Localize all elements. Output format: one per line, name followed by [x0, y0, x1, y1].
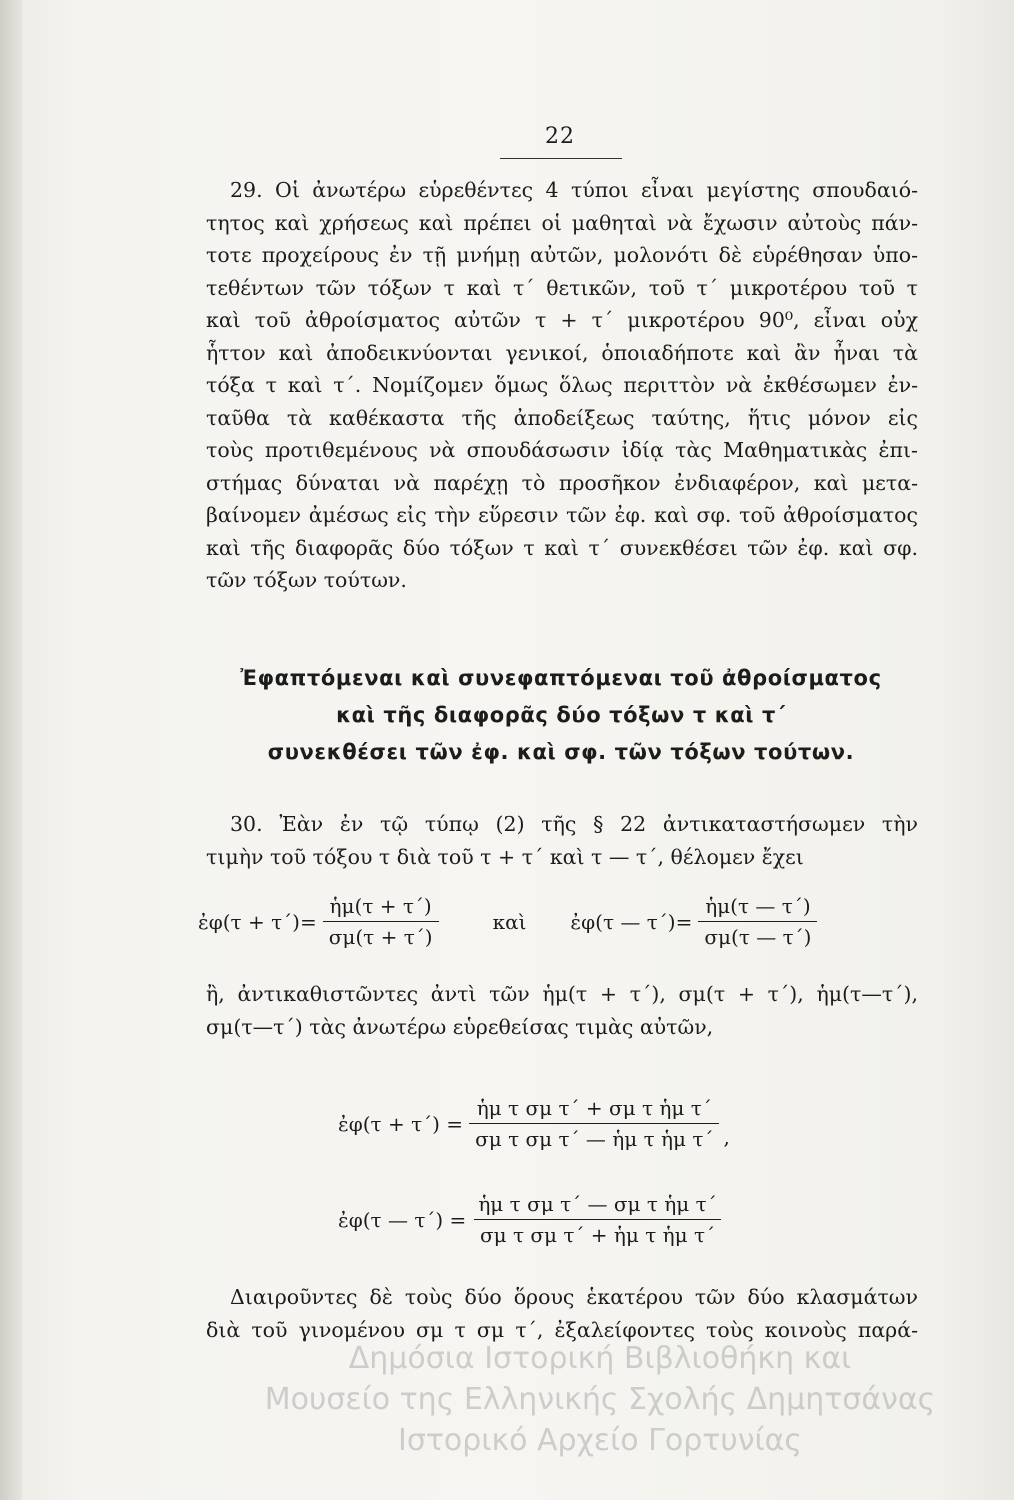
watermark-line: Δημόσια Ιστορική Βιβλιοθήκη και	[348, 1341, 852, 1376]
fraction-numerator: ἡμ τ σμ τ΄ — σμ τ ἡμ τ΄	[478, 1192, 717, 1216]
fraction	[472, 1192, 722, 1247]
text-line: τῶν τόξων τούτων.	[206, 568, 407, 592]
section-30-closing-text	[206, 1281, 918, 1346]
text-line: ἧττον καὶ ἀποδεικνύονται γενικοί, ὁποιαδήποτε καὶ ἂν ἦναι τὰ	[206, 340, 918, 365]
page-binding-edge	[0, 0, 22, 1500]
text-line: τοτε προχείρους ἐν τῇ μνήμῃ αὐτῶν, μολονότι δὲ εὑρέθησαν ὑπο-	[206, 243, 918, 267]
text-line: βαίνομεν ἀμέσως εἰς τὴν εὕρεσιν τῶν ἐφ. καὶ σφ. τοῦ ἀθροίσματος	[206, 503, 918, 527]
fraction	[698, 894, 817, 949]
text-line: τητος καὶ χρήσεως καὶ πρέπει οἱ μαθηταὶ νὰ ἔχωσιν αὐτοὺς πάν-	[206, 210, 918, 235]
text-line: ταῦθα τὰ καθέκαστα τῆς ἀποδείξεως ταύτης, ἥτις μόνον εἰς	[206, 405, 918, 430]
text-line: διὰ τοῦ γινομένου σμ τ σμ τ΄, ἐξαλείφοντες τοὺς κοινοὺς παρά-	[206, 1317, 918, 1342]
formula-lhs: ἐφ(τ — τ΄)=	[570, 909, 693, 934]
text-line: σμ(τ—τ΄) τὰς ἀνωτέρω εὑρεθείσας τιμὰς αὐτῶν,	[206, 1014, 714, 1039]
watermark-line: Ιστορικό Αρχείο Γορτυνίας	[397, 1423, 803, 1458]
formula-trailing-comma: ,	[723, 1125, 730, 1149]
heading-line: καὶ τῆς διαφορᾶς δύο τόξων τ καὶ τ΄	[336, 703, 786, 727]
watermark-line: Μουσείο της Ελληνικής Σχολής Δημητσάνας	[264, 1382, 936, 1417]
section-29-paragraph	[206, 174, 918, 597]
fraction-denominator: σμ τ σμ τ΄ + ἡμ τ ἡμ τ΄	[474, 1219, 721, 1247]
section-30-substitution-text	[206, 978, 918, 1043]
text-line: καὶ τοῦ ἀθροίσματος αὐτῶν τ + τ΄ μικροτέρου 90⁰, εἶναι οὐχ	[206, 308, 918, 332]
fraction-numerator: ἡμ(τ + τ΄)	[329, 894, 432, 918]
text-line: 30. Ἐὰν ἐν τῷ τύπῳ (2) τῆς § 22 ἀντικαταστήσωμεν τὴν	[230, 812, 918, 836]
formula-connector: καὶ	[492, 909, 527, 934]
page-number: 22	[545, 124, 575, 149]
text-line: τοὺς προτιθεμένους νὰ σπουδάσωσιν ἰδίᾳ τὰς Μαθηματικὰς ἐπι-	[206, 438, 918, 462]
formula-tangent-sum-expanded	[338, 1096, 730, 1151]
text-line: 29. Οἱ ἀνωτέρω εὑρεθέντες 4 τύποι εἶναι μεγίστης σπουδαιό-	[230, 178, 918, 202]
heading-line: Ἐφαπτόμεναι καὶ συνεφαπτόμεναι τοῦ ἀθροίσματος	[240, 666, 882, 690]
text-line: τόξα τ καὶ τ΄. Νομίζομεν ὅμως ὅλως περιττὸν νὰ ἐκθέσωμεν ἐν-	[206, 373, 918, 397]
heading-line: συνεκθέσει τῶν ἐφ. καὶ σφ. τῶν τόξων τούτων.	[267, 740, 855, 764]
text-line: καὶ τῆς διαφορᾶς δύο τόξων τ καὶ τ΄ συνεκθέσει τῶν ἐφ. καὶ σφ.	[206, 535, 918, 560]
library-watermark	[210, 1338, 990, 1461]
text-line: Διαιροῦντες δὲ τοὺς δύο ὅρους ἑκατέρου τῶν δύο κλασμάτων	[230, 1285, 918, 1309]
formula-tangent-difference-expanded	[338, 1192, 727, 1247]
formula-lhs: ἐφ(τ — τ΄) =	[338, 1207, 467, 1232]
text-line: ἢ, ἀντικαθιστῶντες ἀντὶ τῶν ἡμ(τ + τ΄), σμ(τ + τ΄), ἡμ(τ—τ΄),	[206, 982, 918, 1006]
formula-lhs: ἐφ(τ + τ΄) =	[338, 1111, 464, 1136]
page-number-rule	[500, 158, 622, 159]
fraction-denominator: σμ(τ — τ΄)	[698, 921, 817, 949]
fraction	[469, 1096, 719, 1151]
text-line: στήμας δύναται νὰ παρέχῃ τὸ προσῆκον ἐνδιαφέρον, καὶ μετα-	[206, 470, 918, 495]
fraction-numerator: ἡμ(τ — τ΄)	[705, 894, 811, 918]
text-line: τεθέντων τῶν τόξων τ καὶ τ΄ θετικῶν, τοῦ τ΄ μικροτέρου τοῦ τ	[206, 275, 918, 300]
formula-tangent-sum-difference	[198, 894, 821, 949]
fraction	[323, 894, 439, 949]
text-line: τιμὴν τοῦ τόξου τ διὰ τοῦ τ + τ΄ καὶ τ — τ΄, θέλομεν ἔχει	[206, 844, 804, 869]
fraction-denominator: σμ τ σμ τ΄ — ἡμ τ ἡμ τ΄	[469, 1123, 719, 1151]
fraction-numerator: ἡμ τ σμ τ΄ + σμ τ ἡμ τ΄	[476, 1096, 712, 1120]
section-30-intro	[206, 808, 918, 873]
fraction-denominator: σμ(τ + τ΄)	[323, 921, 439, 949]
formula-lhs: ἐφ(τ + τ΄)=	[198, 909, 317, 934]
section-heading	[196, 660, 926, 771]
